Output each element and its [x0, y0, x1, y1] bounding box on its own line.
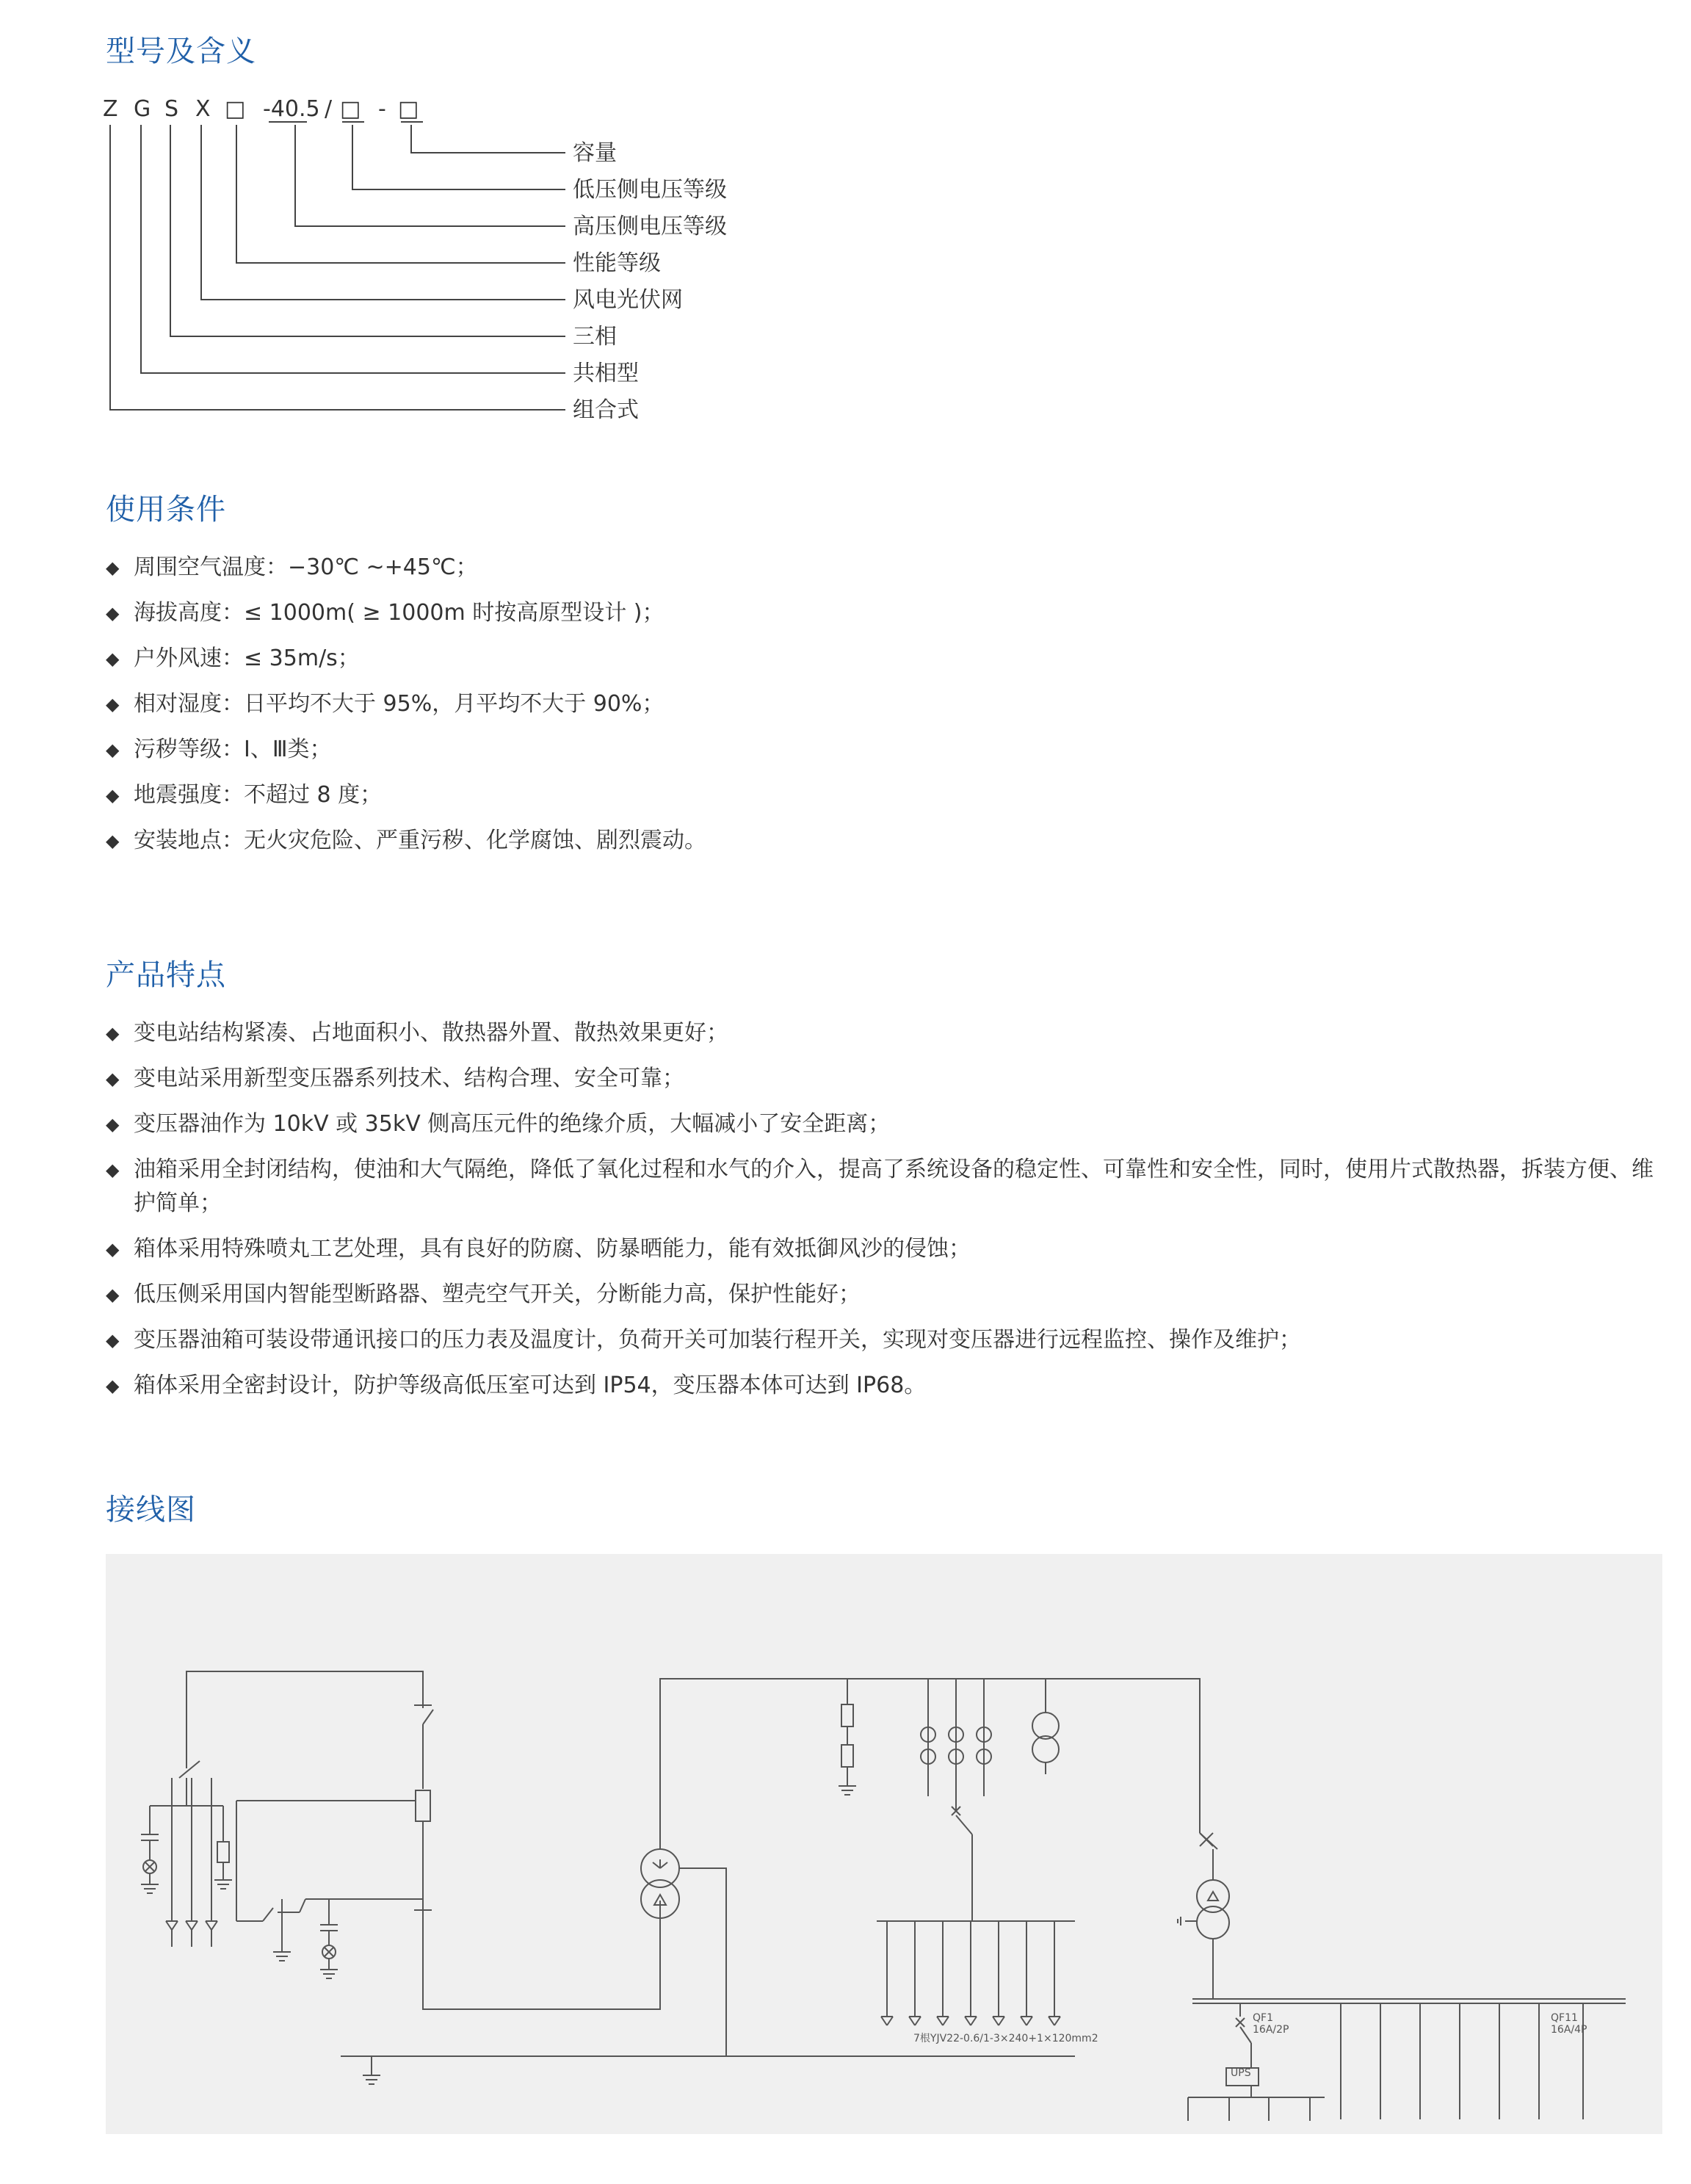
bullet-icon: ◆ — [106, 1239, 120, 1259]
features-list — [106, 1010, 1670, 1409]
code-box-3: □ — [398, 96, 419, 122]
section-title-features: 产品特点 — [106, 958, 226, 992]
bullet-icon: ◆ — [106, 1284, 120, 1305]
bullet-icon: ◆ — [106, 1375, 120, 1396]
bullet-icon: ◆ — [106, 1160, 120, 1180]
code-dash: - — [378, 96, 386, 122]
code-box-1: □ — [225, 96, 246, 122]
meaning-lv-level: 低压侧电压等级 — [573, 177, 727, 203]
bullet-icon: ◆ — [106, 740, 120, 760]
meaning-hv-level: 高压侧电压等级 — [573, 214, 727, 239]
meaning-wind-pv: 风电光伏网 — [573, 287, 683, 313]
list-item: ◆ 油箱采用全封闭结构，使油和大气隔绝，降低了氧化过程和水气的介入，提高了系统设备的稳定性、可靠性和安全性，同时，使用片式散热器，拆装方便、维护简单； — [106, 1147, 1670, 1226]
section-title-wiring: 接线图 — [106, 1493, 196, 1527]
meaning-combined: 组合式 — [573, 397, 639, 423]
section-title-model: 型号及含义 — [106, 35, 256, 68]
list-item: ◆ 地震强度：不超过 8 度； — [106, 773, 1670, 818]
bullet-icon: ◆ — [106, 694, 120, 715]
list-item: ◆ 安装地点：无火灾危险、严重污秽、化学腐蚀、剧烈震动。 — [106, 818, 1670, 864]
list-item: ◆ 污秽等级：Ⅰ、Ⅲ类； — [106, 727, 1670, 773]
wiring-diagram — [106, 1554, 1662, 2134]
bullet-icon: ◆ — [106, 1023, 120, 1044]
section-title-conditions: 使用条件 — [106, 493, 226, 527]
list-item: ◆ 箱体采用全密封设计，防护等级高低压室可达到 IP54，变压器本体可达到 IP68。 — [106, 1363, 1670, 1409]
code-letter-s: S — [164, 96, 179, 122]
list-item: ◆ 低压侧采用国内智能型断路器、塑壳空气开关，分断能力高，保护性能好； — [106, 1272, 1670, 1317]
qf11-rating: 16A/4P — [1551, 2024, 1587, 2036]
bullet-icon: ◆ — [106, 785, 120, 806]
cable-spec-label: 7根YJV22-0.6/1-3×240+1×120mm2 — [913, 2033, 1098, 2044]
list-item: ◆ 变压器油箱可装设带通讯接口的压力表及温度计，负荷开关可加装行程开关，实现对变压器进行远程监控、操作及维护； — [106, 1317, 1670, 1363]
list-item: ◆ 箱体采用特殊喷丸工艺处理，具有良好的防腐、防暴晒能力，能有效抵御风沙的侵蚀； — [106, 1226, 1670, 1272]
qf1-name: QF1 — [1253, 2012, 1273, 2024]
bullet-icon: ◆ — [106, 557, 120, 578]
bullet-icon: ◆ — [106, 831, 120, 851]
code-letter-g: G — [134, 96, 151, 122]
code-letter-z: Z — [103, 96, 118, 122]
code-voltage: -40.5 — [263, 96, 320, 122]
qf11-name: QF11 — [1551, 2012, 1578, 2024]
qf1-rating: 16A/2P — [1253, 2024, 1289, 2036]
code-box-2: □ — [340, 96, 361, 122]
list-item: ◆ 变电站结构紧凑、占地面积小、散热器外置、散热效果更好； — [106, 1010, 1670, 1056]
model-code-diagram — [103, 90, 764, 427]
conditions-list — [106, 545, 1670, 864]
code-letter-x: X — [195, 96, 211, 122]
list-item: ◆ 相对湿度：日平均不大于 95%，月平均不大于 90%； — [106, 681, 1670, 727]
bullet-icon: ◆ — [106, 1069, 120, 1089]
code-slash: / — [325, 96, 333, 122]
bullet-icon: ◆ — [106, 648, 120, 669]
list-item: ◆ 户外风速：≤ 35m/s； — [106, 636, 1670, 681]
list-item: ◆ 周围空气温度：−30℃ ~+45℃； — [106, 545, 1670, 590]
meaning-capacity: 容量 — [573, 140, 617, 166]
list-item: ◆ 变电站采用新型变压器系列技术、结构合理、安全可靠； — [106, 1056, 1670, 1102]
meaning-common-phase: 共相型 — [573, 361, 639, 386]
list-item: ◆ 海拔高度：≤ 1000m( ≥ 1000m 时按高原型设计 )； — [106, 590, 1670, 636]
meaning-performance: 性能等级 — [573, 250, 661, 276]
list-item: ◆ 变压器油作为 10kV 或 35kV 侧高压元件的绝缘介质，大幅减小了安全距离； — [106, 1102, 1670, 1147]
ups-box-label: UPS — [1231, 2067, 1251, 2079]
bullet-icon: ◆ — [106, 1330, 120, 1350]
bullet-icon: ◆ — [106, 603, 120, 623]
bullet-icon: ◆ — [106, 1114, 120, 1135]
meaning-three-phase: 三相 — [573, 324, 617, 350]
